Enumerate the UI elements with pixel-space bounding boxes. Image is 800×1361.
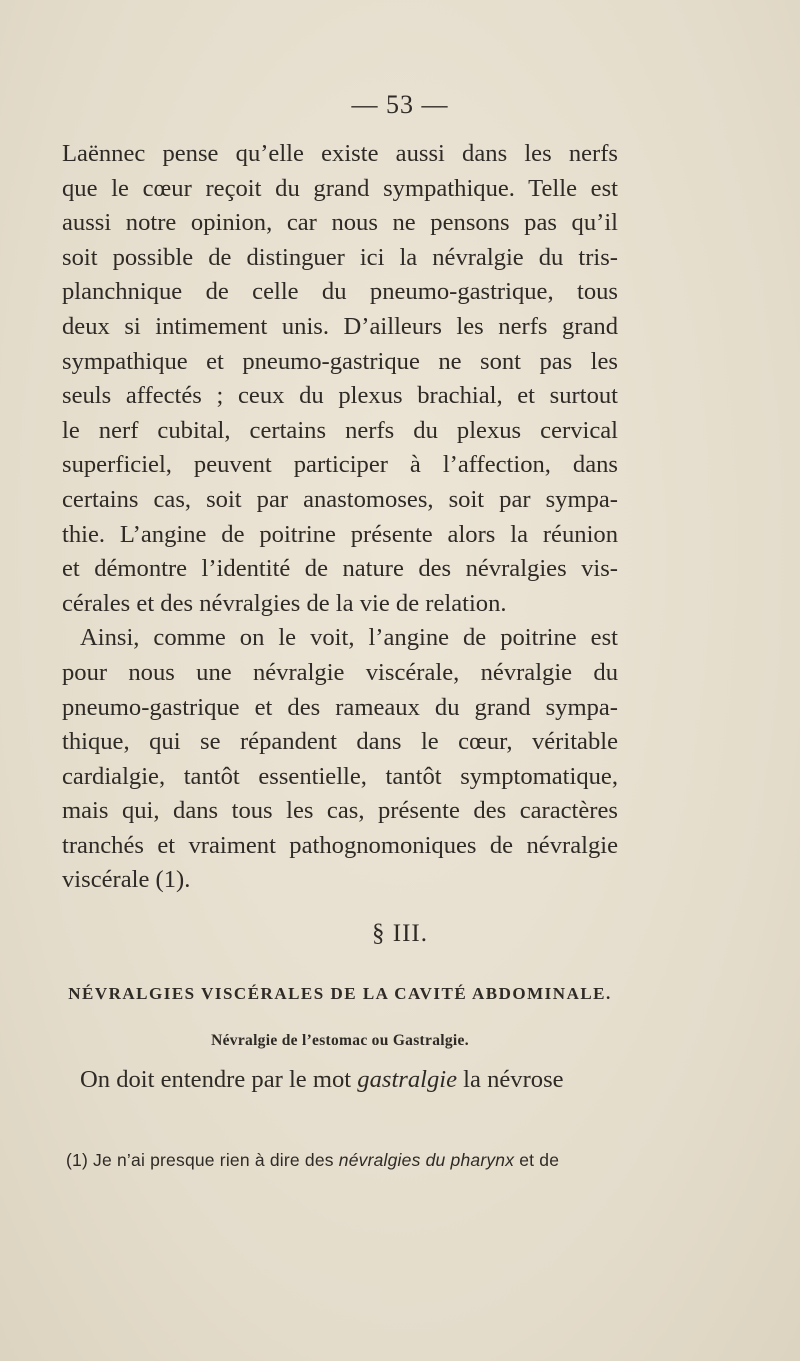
text-line: thie. L’angine de poitrine présente alors la réunion — [62, 520, 618, 548]
para2-italic-term: gastralgie — [357, 1066, 458, 1093]
text-line: Laënnec pense qu’elle existe aussi dans les nerfs — [62, 140, 618, 167]
text-line: certains cas, soit par anastomoses, soit par sympa- — [62, 485, 618, 513]
section-number: § III. — [372, 920, 428, 947]
text-line: thique, qui se répandent dans le cœur, véritable — [62, 728, 618, 756]
para2-text-after: la névrose — [457, 1066, 564, 1093]
text-line: seuls affectés ; ceux du plexus brachial, et surtout — [62, 382, 618, 410]
text-line: et démontre l’identité de nature des névralgies vis- — [62, 555, 618, 583]
text-line: que le cœur reçoit du grand sympathique. Telle est — [62, 174, 618, 202]
second-paragraph — [80, 1066, 564, 1094]
text-line: mais qui, dans tous les cas, présente des caractères — [62, 797, 618, 825]
footnote-text-after: et de — [514, 1150, 560, 1170]
text-line: deux si intimement unis. D’ailleurs les nerfs grand — [62, 312, 618, 340]
text-line: planchnique de celle du pneumo-gastrique, tous — [62, 278, 618, 306]
footnote — [66, 1150, 559, 1171]
text-line: cérales et des névralgies de la vie de relation. — [62, 589, 507, 617]
text-line: aussi notre opinion, car nous ne pensons pas qu’il — [62, 209, 618, 237]
footnote-italic-term: névralgies du pharynx — [338, 1150, 515, 1170]
text-line: Ainsi, comme on le voit, l’angine de poitrine est — [80, 624, 618, 652]
text-line: viscérale (1). — [62, 866, 191, 894]
section-heading: NÉVRALGIES VISCÉRALES DE LA CAVITÉ ABDOMINALE. — [68, 984, 612, 1003]
text-line: pneumo-gastrique et des rameaux du grand sympa- — [62, 693, 618, 721]
text-line: tranchés et vraiment pathognomoniques de névralgie — [62, 831, 618, 859]
text-line: cardialgie, tantôt essentielle, tantôt symptomatique, — [62, 762, 618, 790]
text-line: pour nous une névralgie viscérale, névralgie du — [62, 658, 618, 686]
text-line: superficiel, peuvent participer à l’affection, dans — [62, 451, 618, 479]
page-number: — 53 — — [351, 90, 449, 119]
subsection-heading: Névralgie de l’estomac ou Gastralgie. — [211, 1032, 469, 1049]
text-line: le nerf cubital, certains nerfs du plexus cervical — [62, 416, 618, 444]
text-line: soit possible de distinguer ici la névralgie du tris- — [62, 243, 618, 271]
para2-text-before: On doit entendre par le mot — [80, 1066, 358, 1093]
main-paragraph — [62, 137, 618, 898]
footnote-text-before: (1) Je n’ai presque rien à dire des — [66, 1150, 339, 1170]
text-line: sympathique et pneumo-gastrique ne sont pas les — [62, 347, 618, 375]
